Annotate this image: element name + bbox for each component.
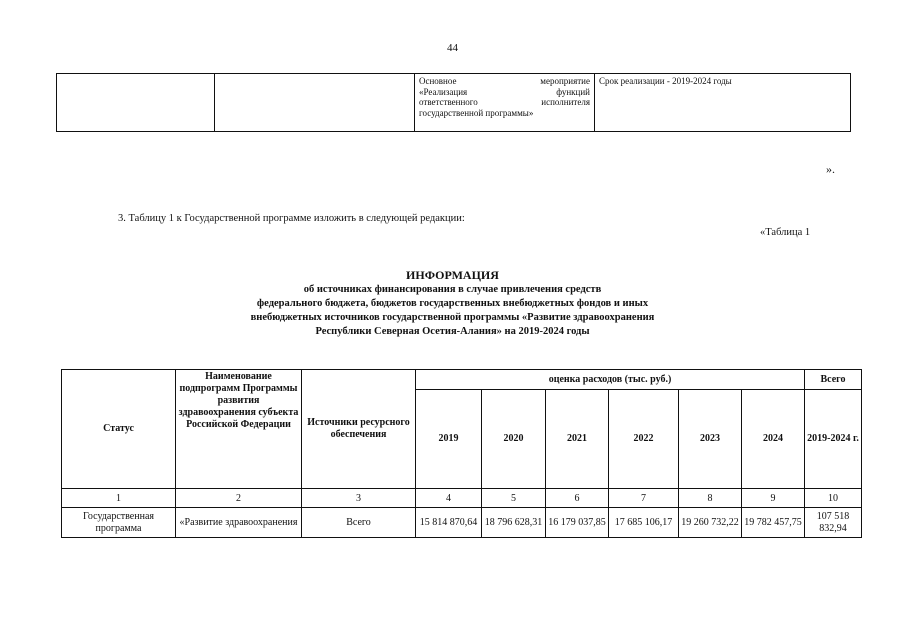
- row-value-2020: 18 796 628,31: [482, 508, 546, 538]
- amendment-paragraph: 3. Таблицу 1 к Государственной программе изложить в следующей редакции:: [118, 213, 465, 224]
- page-number: 44: [447, 42, 458, 54]
- empty-cell: [215, 74, 415, 132]
- header-total: Всего: [805, 370, 862, 390]
- header-total-period: 2019-2024 г.: [805, 390, 862, 489]
- period-cell: Срок реализации - 2019-2024 годы: [595, 74, 851, 132]
- header-year: 2021: [546, 390, 609, 489]
- row-value-2022: 17 685 106,17: [609, 508, 679, 538]
- info-subtitle: об источниках финансирования в случае привлечения средств федерального бюджета, бюджетов государственных внебюджетных фондов и иных внебюджетных источников государственной программы «Развитие здравоохранения Республики Северная Осетия-Алания» на 2019-2024 годы: [250, 284, 655, 337]
- row-subprogram: «Развитие здравоохранения: [176, 508, 302, 538]
- row-value-2021: 16 179 037,85: [546, 508, 609, 538]
- column-number: 8: [679, 489, 742, 508]
- table-caption: «Таблица 1: [760, 227, 811, 238]
- row-value-2023: 19 260 732,22: [679, 508, 742, 538]
- header-subprogram: Наименование подпрограмм Программы развития здравоохранения субъекта Российской Федерации: [176, 370, 302, 489]
- row-value-2019: 15 814 870,64: [416, 508, 482, 538]
- header-year: 2023: [679, 390, 742, 489]
- column-number: 4: [416, 489, 482, 508]
- header-estimate: оценка расходов (тыс. руб.): [416, 370, 805, 390]
- column-number: 7: [609, 489, 679, 508]
- closing-quote: ».: [826, 162, 835, 176]
- header-year: 2019: [416, 390, 482, 489]
- row-value-total: 107 518 832,94: [805, 508, 862, 538]
- info-title: ИНФОРМАЦИЯ: [406, 268, 499, 282]
- column-number: 6: [546, 489, 609, 508]
- header-source: Источники ресурсного обеспечения: [302, 370, 416, 489]
- column-number: 1: [62, 489, 176, 508]
- column-number: 5: [482, 489, 546, 508]
- empty-cell: [57, 74, 215, 132]
- header-year: 2024: [742, 390, 805, 489]
- header-status: Статус: [62, 370, 176, 489]
- column-number: 9: [742, 489, 805, 508]
- row-value-2024: 19 782 457,75: [742, 508, 805, 538]
- header-year: 2020: [482, 390, 546, 489]
- row-source: Всего: [302, 508, 416, 538]
- column-number: 10: [805, 489, 862, 508]
- continuation-table: [56, 73, 851, 132]
- row-status: Государственная программа: [62, 508, 176, 538]
- header-year: 2022: [609, 390, 679, 489]
- column-number: 3: [302, 489, 416, 508]
- table-row: [62, 508, 862, 538]
- financing-table: [61, 369, 862, 538]
- column-number: 2: [176, 489, 302, 508]
- activity-cell: Основное мероприятие «Реализация функций ответственного исполнителя государственной программы»: [415, 74, 595, 132]
